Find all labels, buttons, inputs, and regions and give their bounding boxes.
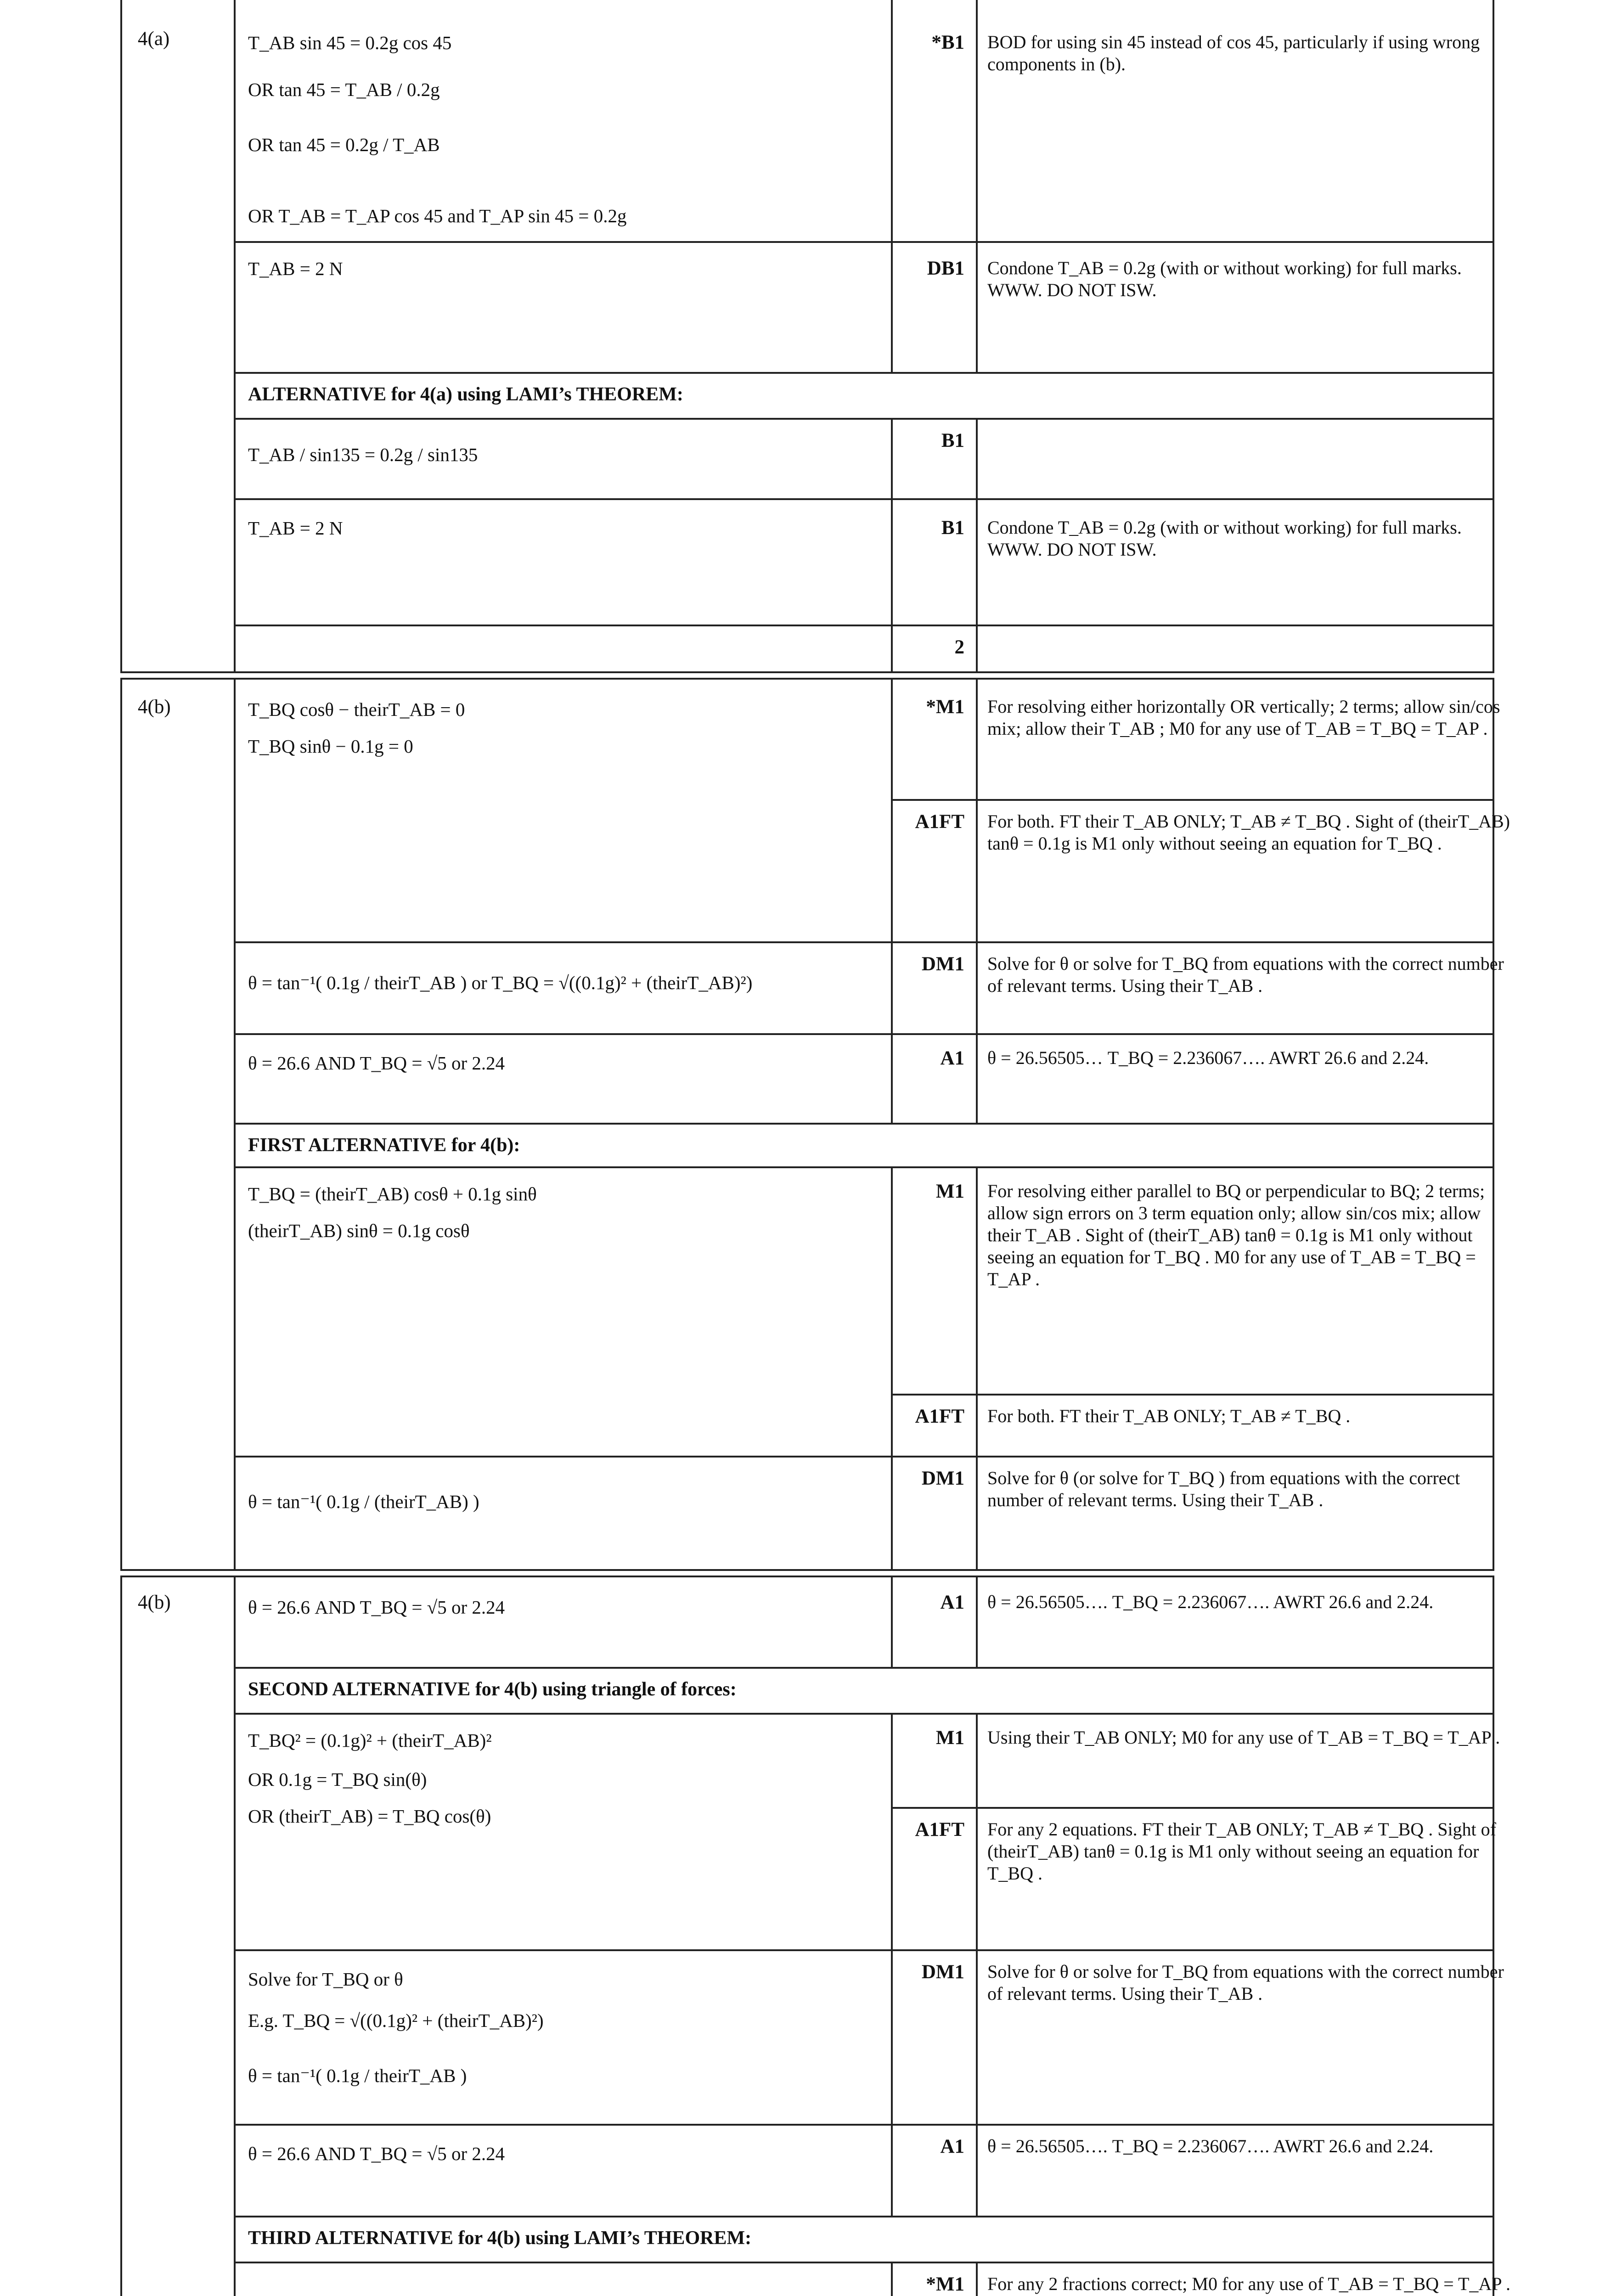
mark-code: M1 [935, 1727, 964, 1749]
mark-code: A1 [940, 1047, 964, 1069]
answer-line: OR (theirT_AB) = T_BQ cos(θ) [248, 1806, 491, 1827]
answer-line: T_BQ = (theirT_AB) cosθ + 0.1g sinθ [248, 1183, 537, 1204]
row-line [234, 1033, 1494, 1035]
col-divider [891, 1713, 893, 2216]
mark-code: B1 [941, 517, 964, 539]
answer-line: T_BQ cosθ − theirT_AB = 0 [248, 699, 465, 720]
row-line [234, 498, 1494, 500]
answer-line: θ = 26.6 AND T_BQ = √5 or 2.24 [248, 1597, 505, 1618]
col-divider [891, 678, 893, 1123]
row-line [234, 418, 1494, 420]
col-divider [976, 0, 978, 372]
mark-code: M1 [935, 1181, 964, 1202]
row-line [234, 2124, 1494, 2126]
alternative-heading: SECOND ALTERNATIVE for 4(b) using triangle of forces: [248, 1679, 737, 1700]
question-number: 4(b) [138, 1592, 171, 1613]
border-left [120, 0, 122, 673]
border-right [1493, 0, 1494, 673]
answer-line: Solve for T_BQ or θ [248, 1969, 403, 1990]
mark-code: DM1 [921, 1961, 964, 1983]
mark-code: A1FT [915, 1819, 964, 1840]
col-divider [976, 1713, 978, 2216]
guidance-note: θ = 26.56505…. T_BQ = 2.236067…. AWRT 26.6 and 2.24. [987, 1592, 1434, 1612]
row-line [234, 1667, 1494, 1669]
row-line [234, 1166, 1494, 1168]
mark-code: DM1 [921, 1468, 964, 1489]
row-line [234, 1456, 1494, 1458]
answer-line: OR tan 45 = T_AB / 0.2g [248, 79, 440, 100]
row-line [234, 1949, 1494, 1951]
col-divider [976, 678, 978, 1123]
col-divider [976, 1166, 978, 1570]
row-line [234, 1713, 1494, 1715]
guidance-note: For resolving either parallel to BQ or perpendicular to BQ; 2 terms; allow sign errors on 3 term equation only; allow sin/cos mix; allow their T_AB . Sight of (theirT_AB) tanθ = 0.1g is M1 only without seeing an equation for T_BQ . M0 for any use of T_AB = T_BQ = T_AP . [987, 1181, 1485, 1289]
answer-line: θ = tan⁻¹( 0.1g / (theirT_AB) ) [248, 1491, 479, 1512]
guidance-note: Solve for θ or solve for T_BQ from equations with the correct number of relevant terms. Using their T_AB . [987, 953, 1504, 996]
col-divider [891, 0, 893, 372]
row-line [234, 2216, 1494, 2217]
mark-code: DM1 [921, 953, 964, 975]
question-number: 4(a) [138, 28, 170, 50]
guidance-note: For resolving either horizontally OR vertically; 2 terms; allow sin/cos mix; allow their T_AB ; M0 for any use of T_AB = T_BQ = T_AP . [987, 696, 1500, 739]
answer-line: OR 0.1g = T_BQ sin(θ) [248, 1769, 427, 1790]
row-line [891, 1394, 1494, 1396]
alternative-heading: THIRD ALTERNATIVE for 4(b) using LAMI’s THEOREM: [248, 2228, 752, 2249]
mark-code: A1 [940, 2136, 964, 2157]
mark-code: *B1 [931, 32, 964, 53]
guidance-note: Condone T_AB = 0.2g (with or without working) for full marks. WWW. DO NOT ISW. [987, 258, 1462, 300]
row-line [234, 625, 1494, 626]
section-line [120, 671, 1494, 673]
section-line [120, 1569, 1494, 1571]
guidance-note: For both. FT their T_AB ONLY; T_AB ≠ T_BQ . Sight of (theirT_AB) tanθ = 0.1g is M1 only without seeing an equation for T_BQ . [987, 811, 1510, 854]
row-line [234, 372, 1494, 374]
col-divider [891, 1166, 893, 1570]
section-line [120, 678, 1494, 680]
section-line [120, 1576, 1494, 1577]
mark-code: DB1 [927, 258, 964, 279]
total-marks: 2 [954, 636, 964, 658]
mark-code: A1 [940, 1592, 964, 1613]
row-line [234, 2262, 1494, 2263]
mark-code: *M1 [926, 696, 964, 718]
col-divider [976, 418, 978, 673]
row-line [891, 799, 1494, 801]
mark-code: A1FT [915, 811, 964, 833]
answer-line: (theirT_AB) sinθ = 0.1g cosθ [248, 1220, 470, 1241]
alternative-heading: FIRST ALTERNATIVE for 4(b): [248, 1135, 520, 1156]
answer-line: T_BQ sinθ − 0.1g = 0 [248, 736, 413, 757]
answer-line: E.g. T_BQ = √((0.1g)² + (theirT_AB)²) [248, 2010, 544, 2031]
col-divider [234, 1576, 236, 2296]
col-divider [976, 2262, 978, 2296]
guidance-note: Solve for θ or solve for T_BQ from equations with the correct number of relevant terms. Using their T_AB . [987, 1961, 1504, 2004]
guidance-note: For both. FT their T_AB ONLY; T_AB ≠ T_BQ . [987, 1406, 1351, 1426]
guidance-note: Solve for θ (or solve for T_BQ ) from equations with the correct number of relevant terms. Using their T_AB . [987, 1468, 1460, 1510]
guidance-note: Condone T_AB = 0.2g (with or without working) for full marks. WWW. DO NOT ISW. [987, 517, 1462, 560]
col-divider [234, 0, 236, 673]
answer-line: OR tan 45 = 0.2g / T_AB [248, 134, 440, 155]
border-left [120, 678, 122, 1570]
answer-line: T_BQ² = (0.1g)² + (theirT_AB)² [248, 1730, 492, 1751]
mark-code: *M1 [926, 2273, 964, 2295]
row-line [234, 941, 1494, 943]
row-line [234, 241, 1494, 243]
answer-line: OR T_AB = T_AP cos 45 and T_AP sin 45 = 0.2g [248, 205, 627, 226]
col-divider [976, 1576, 978, 1667]
row-line [891, 1807, 1494, 1809]
answer-line: T_AB sin 45 = 0.2g cos 45 [248, 32, 452, 53]
question-number: 4(b) [138, 696, 171, 718]
mark-code: B1 [941, 430, 964, 451]
answer-line: T_AB = 2 N [248, 518, 343, 539]
answer-line: θ = 26.6 AND T_BQ = √5 or 2.24 [248, 1052, 505, 1074]
answer-line: θ = tan⁻¹( 0.1g / theirT_AB ) [248, 2065, 467, 2086]
border-left [120, 1576, 122, 2296]
col-divider [891, 1576, 893, 1667]
col-divider [891, 418, 893, 673]
guidance-note: BOD for using sin 45 instead of cos 45, particularly if using wrong components in (b). [987, 32, 1480, 74]
border-right [1493, 1576, 1494, 2296]
row-line [234, 1123, 1494, 1125]
guidance-note: Using their T_AB ONLY; M0 for any use of T_AB = T_BQ = T_AP . [987, 1727, 1500, 1748]
guidance-note: θ = 26.56505…. T_BQ = 2.236067…. AWRT 26.6 and 2.24. [987, 2136, 1434, 2156]
col-divider [891, 2262, 893, 2296]
answer-line: T_AB = 2 N [248, 258, 343, 279]
guidance-note: For any 2 equations. FT their T_AB ONLY; T_AB ≠ T_BQ . Sight of (theirT_AB) tanθ = 0.1g is M1 only without seeing an equation for T_BQ . [987, 1819, 1496, 1884]
answer-line: θ = 26.6 AND T_BQ = √5 or 2.24 [248, 2143, 505, 2164]
alternative-heading: ALTERNATIVE for 4(a) using LAMI’s THEOREM: [248, 384, 683, 405]
guidance-note: θ = 26.56505… T_BQ = 2.236067…. AWRT 26.6 and 2.24. [987, 1047, 1429, 1068]
guidance-note: For any 2 fractions correct; M0 for any use of T_AB = T_BQ = T_AP . [987, 2273, 1511, 2294]
mark-code: A1FT [915, 1406, 964, 1427]
answer-line: θ = tan⁻¹( 0.1g / theirT_AB ) or T_BQ = √((0.1g)² + (theirT_AB)²) [248, 972, 753, 993]
answer-line: T_AB / sin135 = 0.2g / sin135 [248, 444, 478, 465]
